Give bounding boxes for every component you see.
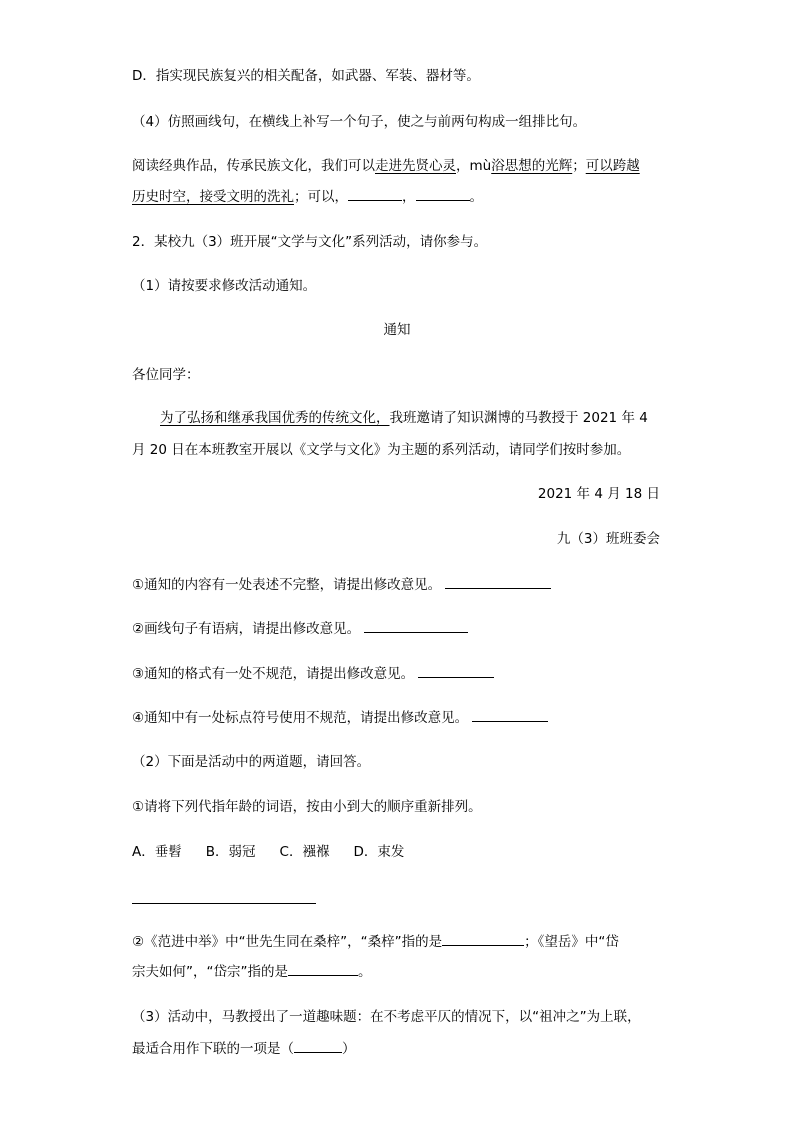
notice-underlined-sentence: 为了弘扬和继承我国优秀的传统文化， bbox=[160, 410, 390, 426]
sub2-question-2-line-1 bbox=[132, 931, 619, 952]
passage-tail-1: ；可以， bbox=[294, 189, 348, 205]
item-4-text: ④通知中有一处标点符号使用不规范，请提出修改意见。 bbox=[132, 710, 469, 726]
option-c: C．襁褓 bbox=[279, 844, 330, 860]
sub2-q2-text-a: ②《范进中举》中“世先生同在桑梓”，“桑梓”指的是 bbox=[132, 934, 443, 950]
sangzi-blank[interactable] bbox=[442, 931, 524, 946]
sub4-prompt: （4）仿照画线句，在横线上补写一个句子，使之与前两句构成一组排比句。 bbox=[132, 114, 587, 130]
passage-line-2 bbox=[132, 186, 483, 207]
passage-sep-1: ，mù bbox=[456, 158, 492, 174]
sub2-q2-text-d: 。 bbox=[357, 964, 372, 980]
sub3-line-2 bbox=[132, 1038, 356, 1059]
option-d: D．束发 bbox=[353, 844, 405, 860]
item-3-blank[interactable] bbox=[418, 663, 494, 678]
item-2 bbox=[132, 618, 468, 639]
item-1-text: ①通知的内容有一处表述不完整，请提出修改意见。 bbox=[132, 577, 442, 593]
sub3-blank[interactable] bbox=[294, 1038, 342, 1053]
underlined-phrase-1: 走进先贤心灵 bbox=[375, 158, 456, 174]
sub1-prompt: （1）请按要求修改活动通知。 bbox=[132, 278, 317, 294]
item-2-blank[interactable] bbox=[364, 618, 468, 633]
sub2-question-1: ①请将下列代指年龄的词语，按由小到大的顺序重新排列。 bbox=[132, 799, 482, 815]
item-3-text: ③通知的格式有一处不规范，请提出修改意见。 bbox=[132, 666, 415, 682]
passage-tail-2: ， bbox=[402, 189, 416, 205]
item-1-blank[interactable] bbox=[445, 574, 551, 589]
notice-body-line-1 bbox=[160, 408, 648, 428]
sub2-q2-text-b: ；《望岳》中“岱 bbox=[524, 934, 619, 950]
option-d-text: D．指实现民族复兴的相关配备，如武器、军装、器材等。 bbox=[132, 68, 480, 84]
sub2-q2-text-c: 宗夫如何”，“岱宗”指的是 bbox=[132, 964, 288, 980]
options-row bbox=[132, 842, 428, 862]
option-b: B．弱冠 bbox=[205, 844, 256, 860]
answer-blank-2[interactable] bbox=[416, 186, 470, 201]
item-2-text: ②画线句子有语病，请提出修改意见。 bbox=[132, 621, 361, 637]
passage-line-1 bbox=[132, 156, 640, 176]
sub2-prompt: （2）下面是活动中的两道题，请回答。 bbox=[132, 754, 371, 770]
sub3-text: 最适合用作下联的一项是（ bbox=[132, 1041, 294, 1057]
ordering-answer-line[interactable] bbox=[132, 903, 316, 904]
notice-salutation: 各位同学： bbox=[132, 367, 200, 383]
notice-body-rest: 我班邀请了知识渊博的马教授于 2021 年 4 bbox=[389, 410, 648, 426]
underlined-phrase-2: 浴思想的光辉 bbox=[491, 158, 573, 174]
sub2-question-2-line-2 bbox=[132, 961, 371, 982]
item-4-blank[interactable] bbox=[472, 707, 548, 722]
notice-title: 通知 bbox=[383, 322, 411, 338]
question-2-intro: 2．某校九（3）班开展“文学与文化”系列活动，请你参与。 bbox=[132, 234, 488, 250]
notice-signature: 九（3）班班委会 bbox=[556, 531, 660, 547]
notice-body-line-2: 月 20 日在本班教室开展以《文学与文化》为主题的系列活动，请同学们按时参加。 bbox=[132, 442, 631, 458]
item-4 bbox=[132, 707, 548, 728]
passage-end: 。 bbox=[469, 189, 483, 205]
daizong-blank[interactable] bbox=[288, 961, 358, 976]
underlined-phrase-4: 历史时空，接受文明的洗礼 bbox=[132, 189, 294, 205]
item-3 bbox=[132, 663, 494, 684]
option-a: A．垂髫 bbox=[132, 844, 182, 860]
sub3-end: ） bbox=[342, 1041, 356, 1057]
passage-sep-2: ； bbox=[572, 158, 586, 174]
underlined-phrase-3: 可以跨越 bbox=[585, 158, 640, 174]
item-1 bbox=[132, 574, 551, 595]
notice-date: 2021 年 4 月 18 日 bbox=[537, 486, 660, 502]
answer-blank-1[interactable] bbox=[348, 186, 402, 201]
sub3-line-1: （3）活动中，马教授出了一道趣味题：在不考虑平仄的情况下，以“祖冲之”为上联， bbox=[132, 1009, 641, 1025]
passage-start: 阅读经典作品，传承民族文化，我们可以 bbox=[132, 158, 375, 174]
